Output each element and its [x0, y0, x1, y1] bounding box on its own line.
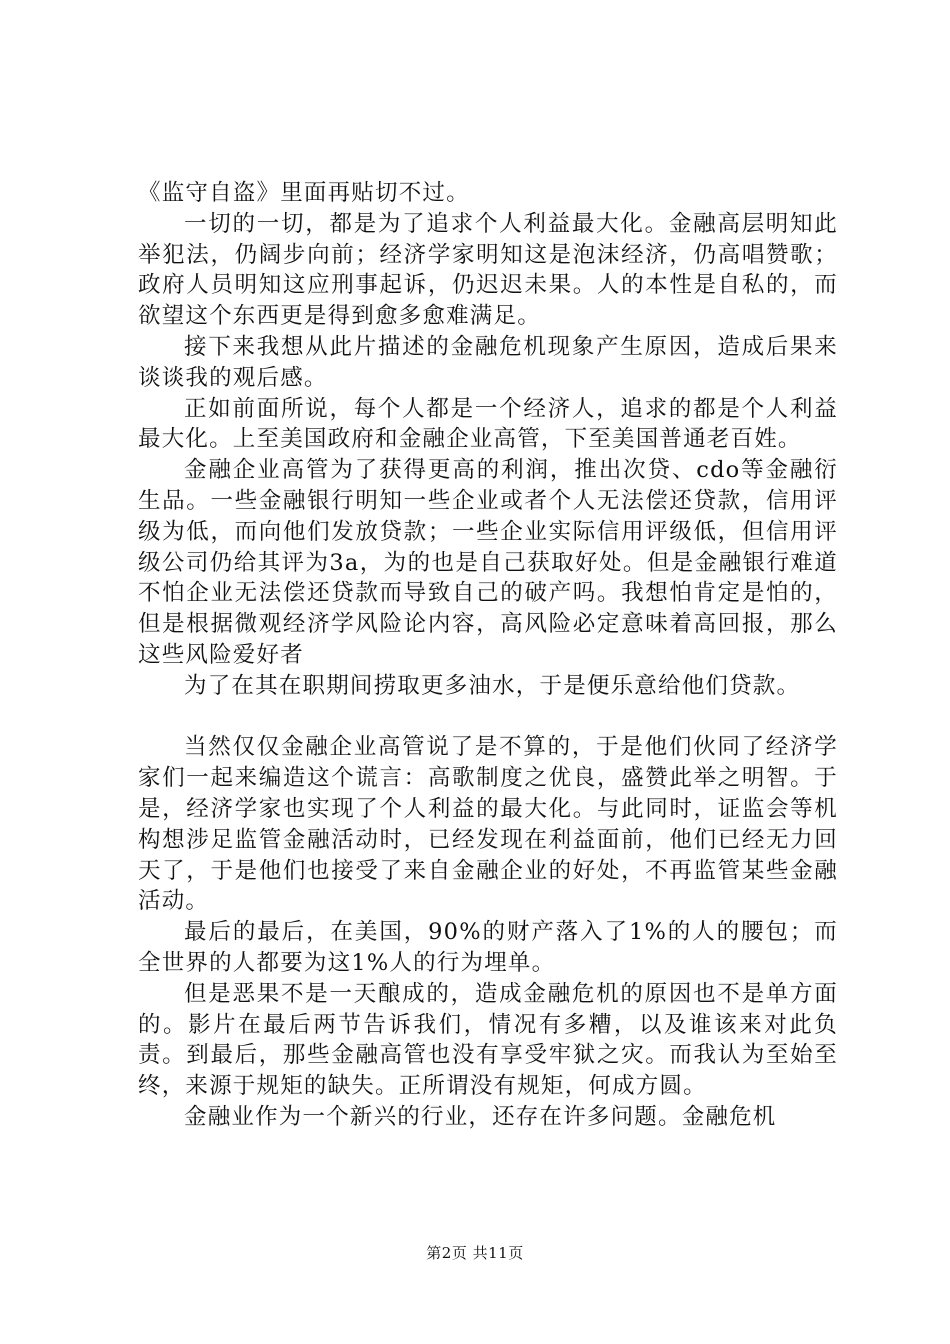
paragraph-7: 当然仅仅金融企业高管说了是不算的，于是他们伙同了经济学家们一起来编造这个谎言：高歌制度之优良，盛赞此举之明智。于是，经济学家也实现了个人利益的最大化。与此同时，证监会等机构想涉足监管金融活动时，已经发现在利益面前，他们已经无力回天了，于是他们也接受了来自金融企业的好处，不再监管某些金融活动。	[138, 734, 838, 915]
paragraph-10: 金融业作为一个新兴的行业，还存在许多问题。金融危机	[184, 1103, 777, 1130]
paragraph-1: 《监守自盗》里面再贴切不过。	[138, 180, 470, 206]
paragraph-6: 为了在其在职期间捞取更多油水，于是便乐意给他们贷款。	[184, 672, 801, 699]
paragraph-5: 金融企业高管为了获得更高的利润，推出次贷、cdo等金融衍生品。一些金融银行明知一些企业或者个人无法偿还贷款，信用评级为低，而向他们发放贷款；一些企业实际信用评级低，但信用评级公司仍给其评为3a，为的也是自己获取好处。但是金融银行难道不怕企业无法偿还贷款而导致自己的破产吗。我想怕肯定是怕的，但是根据微观经济学风险论内容，高风险必定意味着高回报，那么这些风险爱好者	[138, 457, 838, 668]
paragraph-9: 但是恶果不是一天酿成的，造成金融危机的原因也不是单方面的。影片在最后两节告诉我们，情况有多糟，以及谁该来对此负责。到最后，那些金融高管也没有享受牢狱之灾。而我认为至始至终，来源于规矩的缺失。正所谓没有规矩，何成方圆。	[138, 980, 838, 1100]
page-number-footer: 第2页 共11页	[426, 1244, 524, 1262]
paragraph-2: 一切的一切，都是为了追求个人利益最大化。金融高层明知此举犯法，仍阔步向前；经济学家明知这是泡沫经济，仍高唱赞歌；政府人员明知这应刑事起诉，仍迟迟未果。人的本性是自私的，而欲望这个东西更是得到愈多愈难满足。	[138, 210, 838, 330]
document-body	[138, 178, 838, 1133]
paragraph-4: 正如前面所说，每个人都是一个经济人，追求的都是个人利益最大化。上至美国政府和金融企业高管，下至美国普通老百姓。	[138, 395, 838, 453]
paragraph-gap	[138, 702, 838, 733]
paragraph-3: 接下来我想从此片描述的金融危机现象产生原因，造成后果来谈谈我的观后感。	[138, 333, 838, 391]
paragraph-8: 最后的最后，在美国，90%的财产落入了1%的人的腰包；而全世界的人都要为这1%人的行为埋单。	[138, 919, 838, 976]
